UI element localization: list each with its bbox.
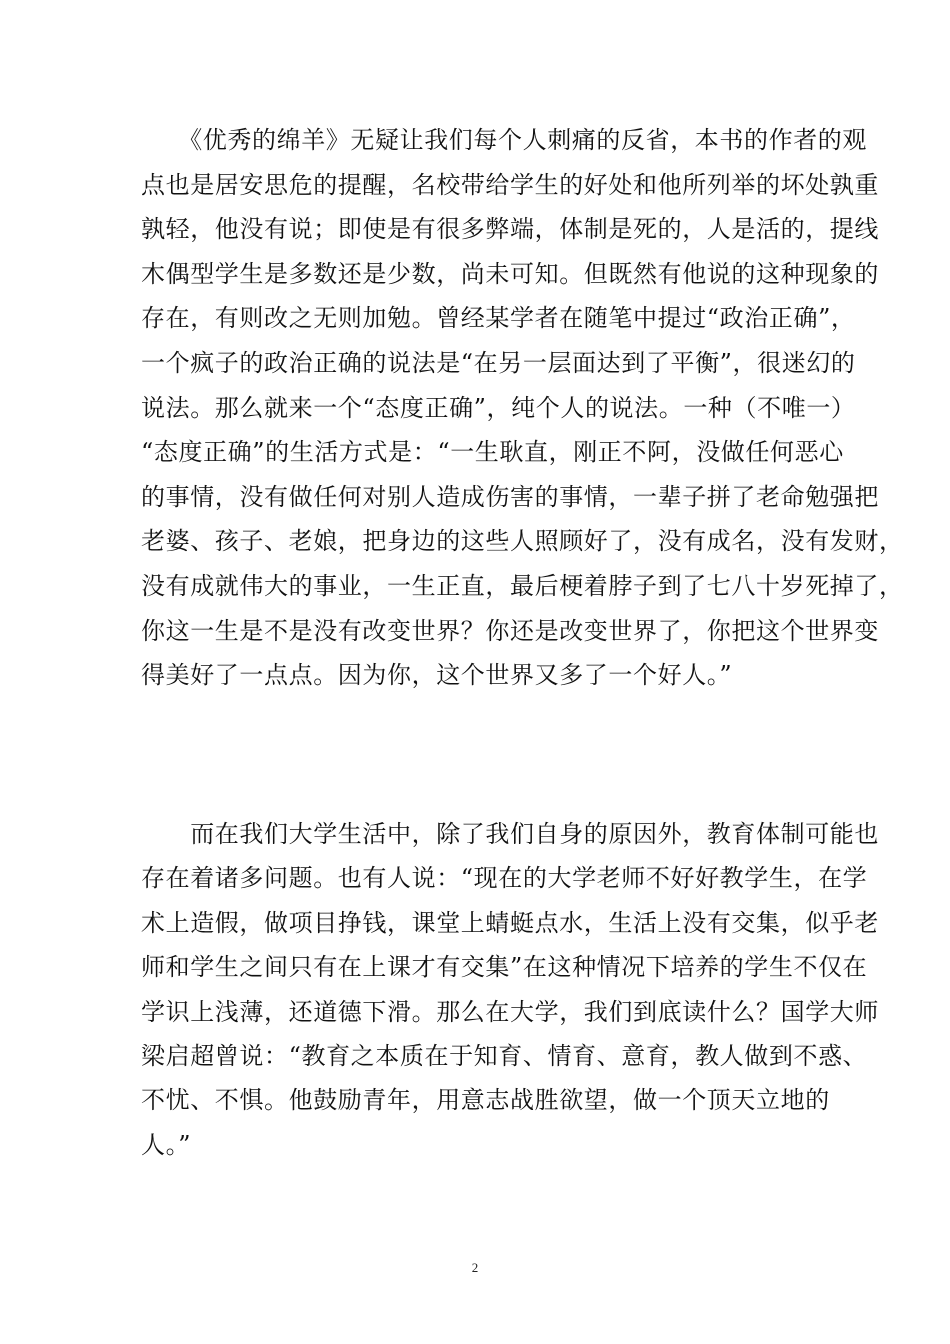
text-line: 木偶型学生是多数还是少数，尚未可知。但既然有他说的这种现象的 [141,259,879,288]
text-line: 得美好了一点点。因为你，这个世界又多了一个好人。” [141,661,733,690]
text-line: 术上造假，做项目挣钱，课堂上蜻蜓点水，生活上没有交集，似乎老 [141,908,879,937]
text-line: 的事情，没有做任何对别人造成伤害的事情，一辈子拼了老命勉强把 [141,482,879,511]
paragraph-2 [141,812,879,1167]
text-line: 不忧、不惧。他鼓励青年，用意志战胜欲望，做一个顶天立地的 [141,1086,830,1115]
text-line: 梁启超曾说：“教育之本质在于知育、情育、意育，教人做到不惑、 [141,1041,868,1070]
text-line: 学识上浅薄，还道德下滑。那么在大学，我们到底读什么？国学大师 [141,997,879,1026]
text-line: 人。” [141,1130,192,1159]
text-line: 《优秀的绵羊》无疑让我们每个人刺痛的反省，本书的作者的观 [141,126,867,154]
text-line: 你这一生是不是没有改变世界？你还是改变世界了，你把这个世界变 [141,616,879,645]
page-number: 2 [471,1260,479,1275]
text-line: 师和学生之间只有在上课才有交集”在这种情况下培养的学生不仅在 [141,953,868,982]
text-line: 而在我们大学生活中，除了我们自身的原因外，教育体制可能也 [141,820,879,848]
text-line: 说法。那么就来一个“态度正确”，纯个人的说法。一种（不唯一） [141,393,856,422]
text-line: “态度正确”的生活方式是：“一生耿直，刚正不阿，没做任何恶心 [141,438,844,467]
text-line: 一个疯子的政治正确的说法是“在另一层面达到了平衡”，很迷幻的 [141,348,856,377]
text-line: 存在，有则改之无则加勉。曾经某学者在随笔中提过“政治正确”， [141,304,856,333]
paragraph-1 [141,118,904,698]
text-line: 孰轻，他没有说；即使是有很多弊端，体制是死的，人是活的，提线 [141,215,879,244]
text-line: 老婆、孩子、老娘，把身边的这些人照顾好了，没有成名，没有发财， [141,527,904,556]
text-line: 点也是居安思危的提醒，名校带给学生的好处和他所列举的坏处孰重 [141,170,879,199]
text-line: 存在着诸多问题。也有人说：“现在的大学老师不好好教学生，在学 [141,864,868,893]
text-line: 没有成就伟大的事业，一生正直，最后梗着脖子到了七八十岁死掉了， [141,571,904,600]
